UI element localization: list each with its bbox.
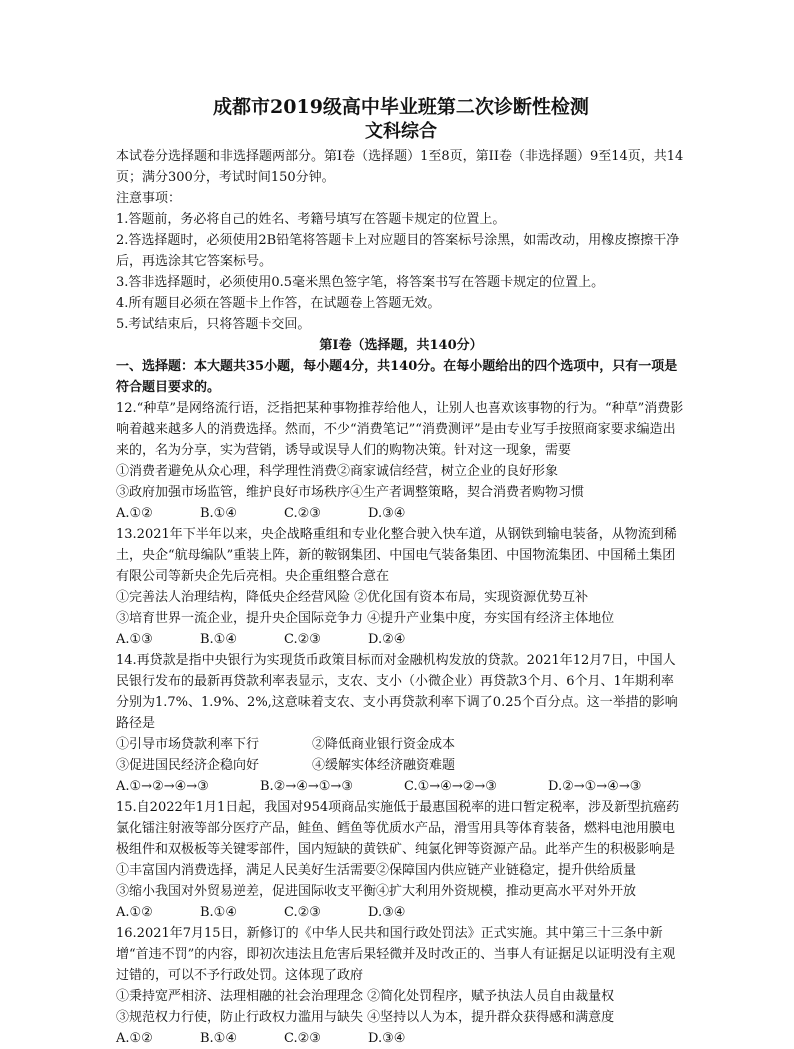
option-b: B.①④: [200, 632, 237, 647]
option-b: B.①④: [200, 1031, 237, 1046]
option-c: C.②③: [284, 632, 321, 647]
option-c: C.②③: [284, 506, 321, 521]
answer-options: [116, 902, 686, 923]
question-statement: ③规范权力行使，防止行政权力滥用与缺失 ④坚持以人为本，提升群众获得感和满意度: [116, 1010, 615, 1025]
option-b: B.②→④→①→③: [260, 779, 353, 794]
answer-options: [116, 503, 686, 524]
answer-options: [116, 1028, 686, 1049]
question-statement: ①引导市场贷款利率下行: [116, 737, 260, 752]
question-stem: 12.“种草”是网络流行语，泛指把某种事物推荐给他人，让别人也喜欢该事物的行为。“种草”消费影响着越来越多人的消费选择。然而，不少“消费笔记”“消费测评”是由专业写手按照商家要求编造出来的，名为分享，实为营销，诱导或误导人们的购物决策。针对这一现象，需要: [116, 401, 684, 458]
question-statement: ④缓解实体经济融资难题: [312, 758, 456, 773]
answer-options: [116, 629, 686, 650]
question-statement: ①完善法人治理结构，降低央企经营风险 ②优化国有资本布局，实现资源优势互补: [116, 590, 589, 605]
option-b: B.①④: [200, 905, 237, 920]
option-d: D.②④: [368, 632, 406, 647]
option-a: A.①②: [116, 1031, 153, 1046]
note-item-4: 4.所有题目必须在答题卡上作答，在试题卷上答题无效。: [116, 296, 441, 311]
question-14: [116, 650, 686, 797]
question-stem: 15.自2022年1月1日起，我国对954项商品实施低于最惠国税率的进口暂定税率，涉及新型抗癌药氯化镭注射液等部分医疗产品，鲑鱼、鳕鱼等优质水产品，滑雪用具等体育装备，燃料电池用膜电极组件和双极板等关键零部件，国内短缺的黄铁矿、纯氯化钾等资源产品。此举产生的积极影响是: [116, 800, 680, 857]
answer-options: [116, 776, 686, 797]
question-statement: ③政府加强市场监管，维护良好市场秩序④生产者调整策略，契合消费者购物习惯: [116, 485, 585, 500]
question-stem: 16.2021年7月15日，新修订的《中华人民共和国行政处罚法》正式实施。其中第三十三条中新增“首违不罚”的内容，即初次违法且危害后果轻微并及时改正的、当事人有证据足以证明没有主观过错的，可以不予行政处罚。这体现了政府: [116, 926, 676, 983]
option-a: A.①③: [116, 632, 153, 647]
option-c: C.②③: [284, 1031, 321, 1046]
exam-subtitle: 文科综合: [365, 121, 437, 142]
question-statement: ③缩小我国对外贸易逆差，促进国际收支平衡④扩大利用外资规模，推动更高水平对外开放: [116, 884, 637, 899]
question-12: [116, 398, 686, 524]
notes-heading: 注意事项：: [116, 191, 182, 206]
section-title: 第I卷（选择题，共140分）: [319, 338, 483, 353]
question-13: [116, 524, 686, 650]
note-item-2: 2.答选择题时，必须使用2B铅笔将答题卡上对应题目的答案标号涂黑，如需改动，用橡皮擦擦干净后，再选涂其它答案标号。: [116, 233, 680, 269]
option-d: D.③④: [368, 1031, 406, 1046]
option-d: D.③④: [368, 506, 406, 521]
intro-text: 本试卷分选择题和非选择题两部分。第I卷（选择题）1至8页，第II卷（非选择题）9至14页，共14页；满分300分，考试时间150分钟。: [116, 149, 684, 185]
question-stem: 14.再贷款是指中央银行为实现货币政策目标而对金融机构发放的贷款。2021年12月7日，中国人民银行发布的最新再贷款利率表显示，支农、支小（小微企业）再贷款3个月、6个月、1年期利率分别为1.7%、1.9%、2%,这意味着支农、支小再贷款利率下调了0.25个百分点。这一举措的影响路径是: [116, 653, 678, 731]
note-item-1: 1.答题前，务必将自己的姓名、考籍号填写在答题卡规定的位置上。: [116, 212, 506, 227]
option-a: A.①②: [116, 506, 153, 521]
option-b: B.①④: [200, 506, 237, 521]
option-c: C.①→④→②→③: [404, 779, 497, 794]
option-c: C.②③: [284, 905, 321, 920]
page-content: [116, 94, 686, 1049]
option-a: A.①②: [116, 905, 153, 920]
section-instruction: 一、选择题：本大题共35小题，每小题4分，共140分。在每小题给出的四个选项中，只有一项是符合题目要求的。: [116, 359, 678, 395]
option-d: D.②→①→④→③: [548, 779, 642, 794]
question-stem: 13.2021年下半年以来，央企战略重组和专业化整合驶入快车道，从钢铁到输电装备，从物流到稀土，央企“航母编队”重装上阵，新的鞍钢集团、中国电气装备集团、中国物流集团、中国稀土集团有限公司等新央企先后亮相。央企重组整合意在: [116, 527, 677, 584]
question-statement: ①秉持宽严相济、法理相融的社会治理理念 ②简化处罚程序，赋予执法人员自由裁量权: [116, 989, 615, 1004]
note-item-3: 3.答非选择题时，必须使用0.5毫米黑色签字笔，将答案书写在答题卡规定的位置上。: [116, 275, 605, 290]
note-item-5: 5.考试结束后，只将答题卡交回。: [116, 317, 311, 332]
question-statement: ③培育世界一流企业，提升央企国际竞争力 ④提升产业集中度，夯实国有经济主体地位: [116, 611, 615, 626]
question-statement: ①丰富国内消费选择，满足人民美好生活需要②保障国内供应链产业链稳定，提升供给质量: [116, 863, 637, 878]
question-statement: ②降低商业银行资金成本: [312, 737, 456, 752]
question-statement: ①消费者避免从众心理，科学理性消费②商家诚信经营，树立企业的良好形象: [116, 464, 559, 479]
question-statement: ③促进国民经济企稳向好: [116, 758, 260, 773]
option-d: D.③④: [368, 905, 406, 920]
question-statement-row: [116, 755, 686, 776]
question-16: [116, 923, 686, 1049]
exam-title: 成都市2019级高中毕业班第二次诊断性检测: [213, 96, 589, 118]
option-a: A.①→②→④→③: [116, 779, 209, 794]
question-statement-row: [116, 734, 686, 755]
question-15: [116, 797, 686, 923]
